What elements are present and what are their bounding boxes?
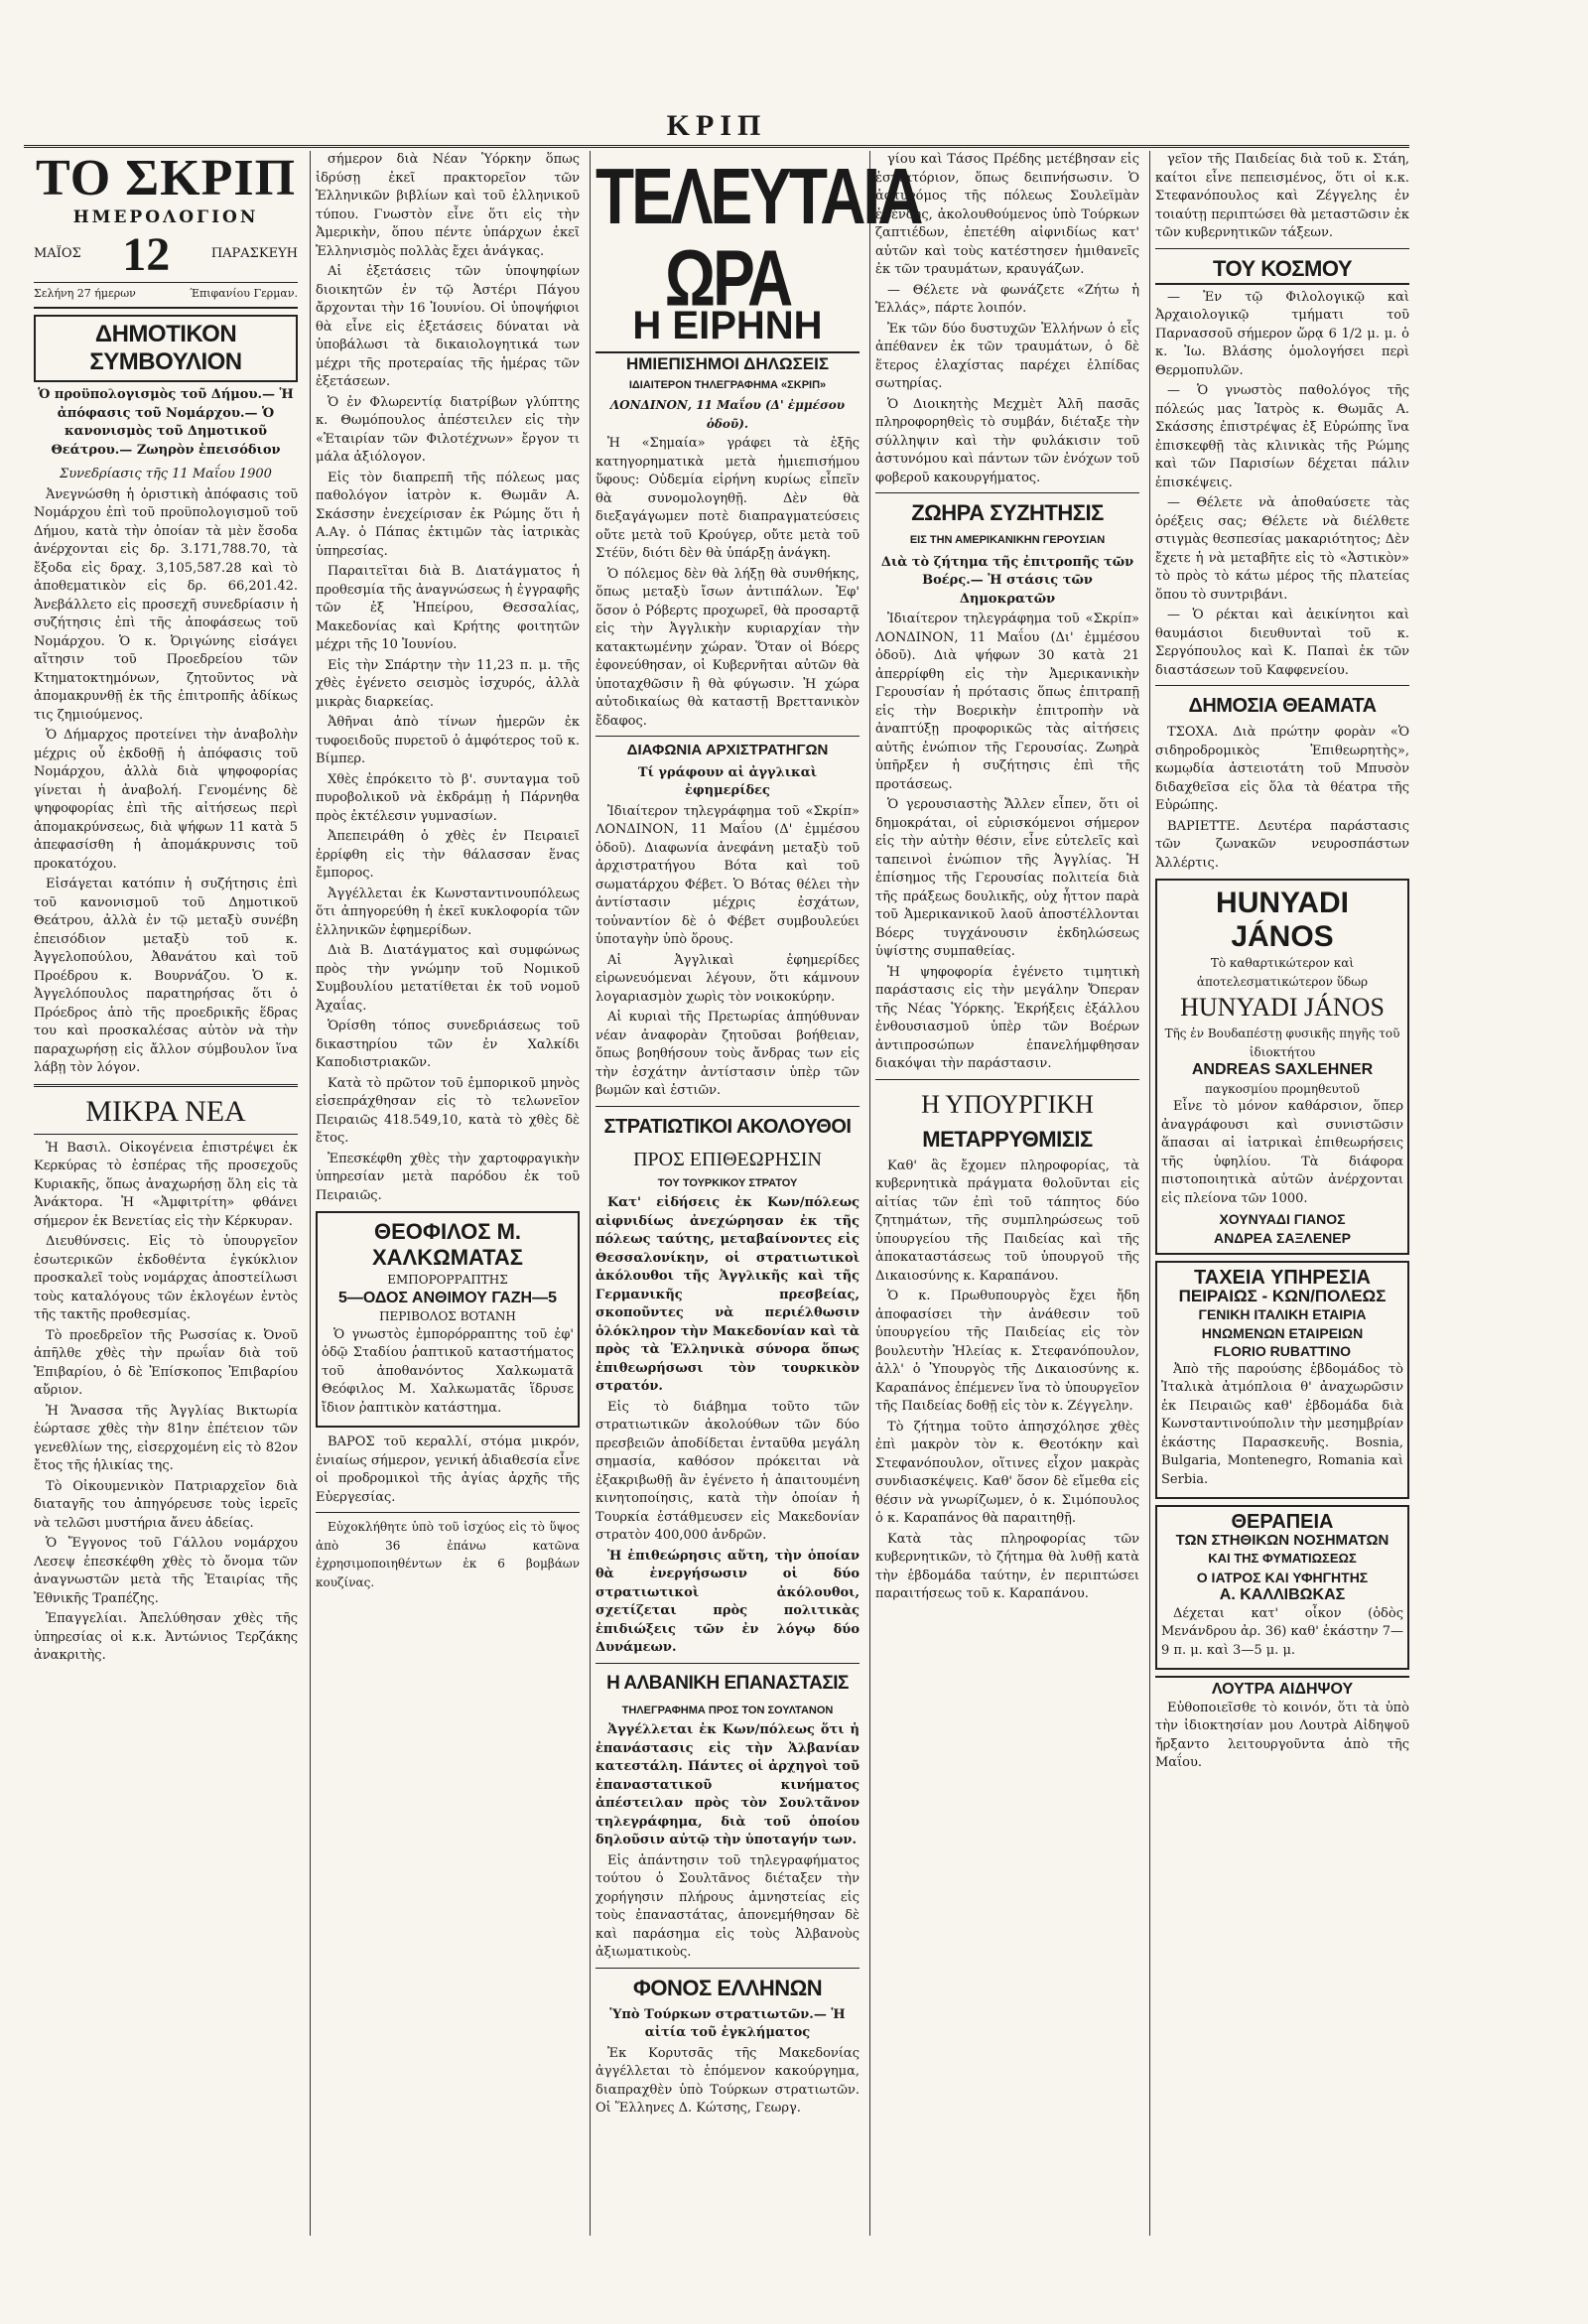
ad-line: ΤΩΝ ΣΤΗΘΙΚΩΝ ΝΟΣΗΜΑΤΩΝ [1175,1531,1390,1549]
news-item: Παραιτεῖται διὰ Β. Διατάγματος ἡ προθεσμία τῆς ἀναγνώσεως ἡ ἐγγραφῆς τῶν ἐξ Ἠπείρου, Θεσσαλίας, Μακεδονίας καὶ Κρήτης φοιτητῶν μέχρι τῆς 10 Ἰουνίου. [316,564,580,652]
section-heading: ΣΤΡΑΤΙΩΤΙΚΟΙ ΑΚΟΛΟΥΘΟΙ [603,1115,852,1138]
masthead [34,151,298,309]
article-paragraph: Τὸ ζήτημα τοῦτο ἀπησχόλησε χθὲς ἐπὶ μακρὸν τὸν κ. Θεοτόκην καὶ Στεφανόπουλον, οἵτινες εἶχον μακρὰς συνδιασκέψεις. Καθ' ὅσον δὲ εἴμεθα εἰς θέσιν νὰ γνωρίζωμεν, ὁ κ. Σιμόπουλος ὁ κ. Καραπάνος θὰ παραιτηθῇ. [875,1419,1139,1526]
column-2 [316,151,580,2236]
running-head: ΚΡΙΠ [666,109,767,142]
ad-text: Ὁ γνωστὸς ἐμπορόρραπτης τοῦ ἐφ' ὁδῷ Σταδίου ῥαπτικοῦ καταστήματος τοῦ ἀποθανόντος Χαλκωματᾶ Θεόφιλος Μ. Χαλκωματᾶς ἵδρυσε ἴδιον ῥαπτικὸν κατάστημα. [322,1326,574,1416]
ad-brand-2: HUNYADI JÁNOS [1180,993,1385,1022]
section-heading: Η ΥΠΟΥΡΓΙΚΗ [921,1089,1094,1119]
news-item: Διευθύνσεις. Εἰς τὸ ὑπουργεῖον ἐσωτερικῶν ἐκδοθέντα ἐγκύκλιον προσκαλεῖ τοὺς νομάρχας ἀποστείλωσι τοὺς καταλόγους τῶν ἐκλογέων ἐντὸς τῆς τακτῆς προθεσμίας. [34,1234,298,1322]
news-item: Ὁρίσθη τόπος συνεδριάσεως τοῦ δικαστηρίου τῶν ἐν Χαλκίδι Καποδιστριακῶν. [316,1019,580,1070]
section-heading-2: ΠΡΟΣ ΕΠΙΘΕΩΡΗΣΙΝ [633,1148,822,1170]
divider [316,1512,580,1513]
news-item: Αἱ ἐξετάσεις τῶν ὑποψηφίων διοικητῶν ἐν τῷ Ἀστέρι Πάγου ἄρχονται τὴν 16 Ἰουνίου. Οἱ ὑποψήφιοι θὰ εἶνε εἰς ἐξετάσεις δύναται νὰ ὑποβάλωσι τὰ δικαιολογητικά των μέχρι τῆς προτεραίας τῆς ἡμέρας τῶν ἐξετάσεων. [316,264,580,389]
article-paragraph: Κατ' εἰδήσεις ἐκ Κων/πόλεως αἰφνιδίως ἀνεχώρησαν ἐκ τῆς πόλεως ταύτης, μεταβαίνοντες εἰς Θεσσαλονίκην, οἱ στρατιωτικοὶ ἀκόλουθοι τῆς Ἀγγλικῆς καὶ τῆς Γερμανικῆς πρεσβείας, σκοποῦντες νὰ περιέλθωσιν ὁλόκληρον τὴν Μακεδονίαν καὶ τὰ πρὸς τὰ Ἑλληνικὰ σύνορα ὅπως ἐπιθεωρήσωσι τὸν τουρκικὸν στρατόν. [596,1195,860,1394]
ad-text: Εἶνε τὸ μόνον καθάρσιον, ὅπερ ἀναγράφουσι καὶ συνιστῶσιν ἅπασαι αἱ ἰατρικαὶ ἐπιθεωρήσεις τῆς ὑφηλίου. Τὰ διάφορα πιστοποιητικὰ αὐτῶν ἀνέρχονται εἰς πλείονα τῶν 1000. [1161,1099,1403,1206]
ad-text: Ἀπὸ τῆς παρούσης ἑβδομάδος τὸ Ἰταλικὰ ἀτμόπλοια θ' ἀναχωρῶσιν ἐκ Πειραιῶς καθ' ἑβδομάδα διὰ Κωνσταντινούπολιν τὴν μεσημβρίαν ἑκάστης Παρασκευῆς. Bosnia, Bulgaria, Montenegro, Romania καὶ Serbia. [1161,1361,1403,1487]
section-heading: ΔΙΑΦΩΝΙΑ ΑΡΧΙΣΤΡΑΤΗΓΩΝ [626,742,829,758]
article-paragraph: Ἡ «Σημαία» γράφει τὰ ἑξῆς κατηγορηματικὰ μετὰ ἡμιεπισήμου ὕφους: Οὐδεμία εἰρήνη κυρίως εἶπεῖν θὰ συνομολογηθῇ. Δὲν θὰ διεξαγάγωμεν ποτὲ διαπραγματεύσεις οὔτε μετὰ τοῦ Κρούγερ, οὔτε μετὰ τοῦ Στέϋν, διότι δὲν θὰ ὑπάρξῃ ἀνάγκη. [596,436,860,561]
news-item: Διὰ Β. Διατάγματος καὶ συμφώνως πρὸς τὴν γνώμην τοῦ Νομικοῦ Συμβουλίου μετατίθεται ἐκ τοῦ νομοῦ Ἀχαΐας. [316,943,580,1014]
news-item: Τὸ προεδρεῖον τῆς Ρωσσίας κ. Ὀνοῦ ἀπῆλθε χθὲς τὴν πρωΐαν διὰ τοῦ Ἐπιβαρίου, ὁ δὲ Ἐπίσκοπος Ἐπιβαρίου αὔριον. [34,1327,298,1398]
weekday: ΠΑΡΑΣΚΕΥΗ [210,246,298,262]
ad-doctor-name: Α. ΚΑΛΛΙΒΩΚΑΣ [1219,1586,1346,1603]
news-item: — Θέλετε νὰ ἀποθαύσετε τὰς ὀρέξεις σας; Θέλετε νὰ διέλθετε στιγμὰς θεσπεσίας μακαριότητος; Δὲν ἔχετε ἡ νὰ μεταβῆτε εἰς τὸ «Ἀστικὸν» τὸ πρὸς τὸ κάτω μέρος τῆς πλατείας ὅπου τὸ συντριβάνι. [1155,495,1409,603]
ad-title: ΤΑΧΕΙΑ ΥΠΗΡΕΣΙΑ [1194,1267,1371,1289]
article-paragraph: Εἰς τὸ διάβημα τοῦτο τῶν στρατιωτικῶν ἀκολούθων τῶν δύο πρεσβειῶν ἀποδίδεται ἐνταῦθα μεγάλη σημασία, καθόσον πρόκειται νὰ ἐξακριβωθῇ ἂν ἐγένετο ἡ ἀπαιτουμένη κινητοποίησις, κατὰ τὴν ὁποίαν ἡ Τουρκία ἐστάθμευσεν εἰς Μακεδονίαν στρατὸν 400,000 ἀνδρῶν. [596,1399,860,1543]
column-rule [590,151,591,2236]
news-item: Ἡ Ἄνασσα τῆς Ἀγγλίας Βικτωρία ἑώρτασε χθὲς τὴν 81ην ἐπέτειον τῶν γενεθλίων της, εἰσερχομένη εἰς τὸ 82ον ἔτος τῆς ἡλικίας της. [34,1403,298,1473]
article-paragraph: γεῖον τῆς Παιδείας διὰ τοῦ κ. Στάη, καίτοι εἶνε πεπεισμένος, ὅτι οἱ κ.κ. Στεφανόπουλος καὶ Ζέγγελης ἐν τοιαύτῃ περιπτώσει θὰ μεταστῶσιν ἐκ τῶν κυβερνητικῶν τάξεων. [1155,152,1409,240]
news-item: ΒΑΡΙΕΤΤΕ. Δευτέρα παράστασις τῶν ζωνακῶν νευροσπάστων Ἀλλέρτις. [1155,818,1409,871]
section-heading: ΤΟΥ ΚΟΣΜΟΥ [1155,255,1409,285]
article-paragraph: Αἱ κυριαὶ τῆς Πρετωρίας ἀπηύθυναν νέαν ἀναφορὰν ζητοῦσαι βοήθειαν, ὅπως βοηθήσουν τοὺς ἄνδρας των εἰς τὴν ἐσχάτην ἀντίστασιν ὑπὲρ τῶν βωμῶν καὶ ἑστιῶν. [596,1010,860,1098]
section-heading: ΜΙΚΡΑ ΝΕΑ [85,1094,246,1128]
session-date: Συνεδρίασις τῆς 11 Μαΐου 1900 [60,467,272,481]
divider [596,1106,860,1107]
news-item: Ἐπαγγελίαι. Ἀπελύθησαν χθὲς τῆς ὑπηρεσίας οἱ κ.κ. Ἀντώνιος Τερζάκης ἀνακριτὴς. [34,1611,298,1663]
article-paragraph: Ἐκ τῶν δύο δυστυχῶν Ἑλλήνων ὁ εἷς ἀπέθανεν ἐκ τῶν τραυμάτων, ὁ δὲ ἕτερος ἐλαχίστας παρέχει ἐλπίδας σωτηρίας. [875,321,1139,391]
news-item: Ἀπεπειράθη ὁ χθὲς ἐν Πειραιεῖ ἑρρίφθη εἰς τὴν θάλασσαν ἕνας ἔμπορος. [316,829,580,881]
article-summary: Ὁ προϋπολογισμὸς τοῦ Δήμου.— Ἡ ἀπόφασις τοῦ Νομάρχου.— Ὁ κανονισμὸς τοῦ Δημοτικοῦ Θεάτρου.— Ζωηρὸν ἐπεισόδιον [38,387,294,458]
ad-owner: ANDREAS SAXLEHNER [1191,1061,1374,1078]
ad-source: Τῆς ἐν Βουδαπέστῃ φυσικῆς πηγῆς τοῦ ἰδιοκτήτου [1164,1026,1400,1059]
column-1 [34,151,298,2236]
ad-text: Δέχεται κατ' οἶκον (ὁδὸς Μενάνδρου ἀρ. 36) καθ' ἑκάστην 7—9 π. μ. καὶ 3—5 μ. μ. [1161,1605,1403,1658]
subheading: ΤΗΛΕΓΡΑΦΗΜΑ ΠΡΟΣ ΤΟΝ ΣΟΥΛΤΑΝΟΝ [621,1704,834,1716]
divider [1155,248,1409,249]
dateline: ΛΟΝΔΙΝΟΝ, 11 Μαΐου (Δ' ἐμμέσου ὁδοῦ). [609,398,846,431]
ad-address-2: ΠΕΡΙΒΟΛΟΣ ΒΟΤΑΝΗ [379,1309,516,1323]
column-4 [875,151,1139,2236]
article-paragraph: Ἰδιαίτερον τηλεγράφημα τοῦ «Σκρίπ» ΛΟΝΔΙΝΟΝ, 11 Μαΐου (Δ' ἐμμέσου ὁδοῦ). Διαφωνία ἀνεφάνη μεταξὺ τοῦ ἀρχιστρατήγου Βότα καὶ τοῦ σωματάρχου Φέβετ. Ὁ Βότας θέλει τὴν ἀντίστασιν μέχρις ἐσχάτων, τοὐναντίον δὲ ὁ Φέβετ συμβουλεύει ὑποταγὴν ὑπὸ ὅρους. [596,803,860,947]
column-rule [869,151,870,2236]
saints-day: Έπιφανίου Γερμαν. [190,286,298,300]
section-heading: Η ΑΛΒΑΝΙΚΗ ΕΠΑΝΑΣΤΑΣΙΣ [606,1672,849,1694]
divider [34,1084,298,1087]
ad-route: ΠΕΙΡΑΙΩΣ - ΚΩΝ/ΠΟΛΕΩΣ [1178,1286,1387,1305]
news-item: Τὸ Οἰκουμενικὸν Πατριαρχεῖον διὰ διαταγῆς του ἀπηγόρευσε τοὺς ἱερεῖς νὰ τελῶσι μυστήρια ἄνευ ἀδείας. [34,1478,298,1531]
headline-2: Η ΕΙΡΗΝΗ [596,304,860,353]
ad-company: ΓΕΝΙΚΗ ΙΤΑΛΙΚΗ ΕΤΑΙΡΙΑ [1198,1306,1367,1322]
news-item: Ἐπεσκέφθη χθὲς τὴν χαρτοφραγικὴν ὑπηρεσίαν μετὰ παρόδου ἐκ τοῦ Πειραιῶς. [316,1151,580,1203]
ad-dealer: ΧΟΥΝΥΑΔΙ ΓΙΑΝΟΣ [1219,1211,1346,1227]
ad-title: ΘΕΡΑΠΕΙΑ [1231,1511,1334,1533]
ad-brand: FLORIO RUBATTINO [1213,1343,1352,1359]
article-paragraph: Αἱ Ἀγγλικαὶ ἐφημερίδες εἰρωνευόμεναι λέγουν, ὅτι κάμνουν λογαριασμὸν χωρὶς τὸν νοικοκύρην. [596,952,860,1005]
subheading: ΤΟΥ ΤΟΥΡΚΙΚΟΥ ΣΤΡΑΤΟΥ [657,1176,798,1189]
ad-text: Εὐθοποιεῖσθε τὸ κοινόν, ὅτι τὰ ὑπὸ τὴν ἰδιοκτησίαν μου Λουτρὰ Αἰδηψοῦ ἤρξαντο λειτουργοῦντα ἀπὸ τῆς Μαΐου. [1155,1700,1409,1770]
article-paragraph: Ὁ πόλεμος δὲν θὰ λήξῃ θὰ συνθήκης, ὅπως μεταξὺ ἴσων ἀντιπάλων. Ἐφ' ὅσον ὁ Ρόβερτς προχωρεῖ, θὰ προσαρτᾷ εἰς τὴν Ἀγγλικὴν κυριαρχίαν τὴν κατακτωμένην χώραν. Ὅταν οἱ Βόερς ἐφονεύθησαν, οἱ Κυβερνῆται αὐτῶν θὰ ὑποταχθῶσιν ἢ θὰ φύγωσιν. Ἡ χώρα αὐτοδικαίως θὰ καταστῇ Βρεττανικὸν ἔδαφος. [596,566,860,729]
subheading: Τί γράφουν αἱ ἀγγλικαὶ ἐφημερίδες [637,764,818,798]
article-paragraph: γίου καὶ Τάσος Πρέδης μετέβησαν εἰς ἑστιατόριον, ὅπως δειπνήσωσιν. Ὁ ἀστυνόμος τῆς πόλεως Σουλεϊμὰν ἐφένδης, ἀκολουθούμενος ὑπὸ Τούρκων ζαπτιέδων, ἐπετέθη αἰφνιδίως κατ' αὐτῶν καὶ τοὺς κατέστησεν ἡμιθανεῖς ἐκ τῶν τραυμάτων, κραυγάζων. [875,152,1139,277]
calendar-label: ΗΜΕΡΟΛΟΓΙΟΝ [72,207,259,227]
divider [875,1079,1139,1080]
column-5 [1155,151,1409,2236]
divider [596,736,860,737]
news-item: σήμερον διὰ Νέαν Ὑόρκην ὅπως ἱδρύσῃ ἐκεῖ πρακτορεῖον τῶν Ἑλληνικῶν βιβλίων καὶ τοῦ ἑλληνικοῦ τύπου. Γνωστὸν εἶνε ὅτι εἰς τὴν Ἀμερικὴν, ὅπου πέντε ὑπάρχων ἐκεῖ Ἑλληνισμὸς πολλὰς ἔχει ἀνάγκας. [316,152,580,259]
ad-tagline: Τὸ καθαρτικώτερον καὶ ἀποτελεσματικώτερον ὕδωρ [1196,956,1369,989]
date-row [34,227,298,281]
divider [34,1134,298,1135]
news-item: Ἀθῆναι ἀπὸ τίνων ἡμερῶν ἐκ τυφοειδοῦς πυρετοῦ ὁ ἀμφότερος τοῦ κ. Βίμπερ. [316,715,580,766]
column-rule [310,151,311,2236]
article-paragraph: Ἡ ψηφοφορία ἐγένετο τιμητικὴ παράστασις εἰς τὴν μεγάλην Ὄπεραν τῆς Νέας Ὑόρκης. Ἐκρήξεις ἐξάλλου ἐνθουσιασμοῦ ὑπὲρ τῶν Βοέρων ἀντιπροσώπων ἐπανελήμφθησαν διακόψαι τὴν παράστασιν. [875,964,1139,1071]
section-heading: ΦΟΝΟΣ ΕΛΛΗΝΩΝ [632,1975,823,2000]
day-number: 12 [122,227,171,281]
news-item: Ὁ ἐν Φλωρεντίᾳ διατρίβων γλύπτης κ. Θωμόπουλος ἀπέστειλεν εἰς τὴν «Ἑταιρίαν τῶν Φιλοτέχνων» ἔργον τι μάλα ἀξιόλογον. [316,394,580,465]
newspaper-title: ΤΟ ΣΚΡΙΠ [35,150,297,206]
section-heading: ΔΗΜΟΤΙΚΟΝ ΣΥΜΒΟΥΛΙΟΝ [34,315,298,382]
telegram-label: ΙΔΙΑΙΤΕΡΟΝ ΤΗΛΕΓΡΑΦΗΜΑ «ΣΚΡΙΠ» [628,378,827,391]
subheading: Ὑπὸ Τούρκων στρατιωτῶν.— Ἡ αἰτία τοῦ ἐγκλήματος [609,2006,846,2040]
article-paragraph: Ἰδιαίτερον τηλεγράφημα τοῦ «Σκρίπ» ΛΟΝΔΙΝΟΝ, 11 Μαΐου (Δι' ἐμμέσου ὁδοῦ). Διὰ ψήφων 30 κατὰ 21 ἀπερρίφθη εἰς τὴν Ἀμερικανικὴν Γερουσίαν ἡ πρότασις ὅπως ἐπιτραπῇ εἰς τὴν Βοερικὴν ἐπιτροπὴν νὰ ἀναπτύξῃ προφορικῶς τὰς αἰτήσεις αὐτῆς ἐνώπιον τῆς Γερουσίας. Ζωηρὰ ὑπῆρξεν ἡ συζήτησις ἐπὶ τῆς προτάσεως. [875,612,1139,792]
article-paragraph: Ἐκ Κορυτσᾶς τῆς Μακεδονίας ἀγγέλλεται τὸ ἑπόμενον κακούργημα, διαπραχθὲν ὑπὸ Τούρκων στρατιωτῶν. Οἱ Ἕλληνες Δ. Κώτσης, Γεωργ. [596,2045,860,2116]
news-item: Εἰς τὴν Σπάρτην τὴν 11,23 π. μ. τῆς χθὲς ἐγένετο σεισμὸς ἰσχυρός, ἀλλὰ μικρὰς διαρκείας. [316,657,580,710]
article-paragraph: Ὁ γερουσιαστὴς Ἄλλεν εἶπεν, ὅτι οἱ δημοκράται, οἱ εὐρισκόμενοι σήμερον εἰς τὴν αὐτὴν θέσιν, εἶνε εὐτελεῖς καὶ ταπεινοὶ ἐνώπιον τῆς Ἀγγλίας. Ἡ ἐπίσημος τῆς Γερουσίας πολιτεία διὰ τῆς πράξεως δουλικῆς, οὐχ ἧττον παρὰ τοῦ Ἀμερικανικοῦ λαοῦ ἀποστέλλονται Βόερς τυγχάνουσιν ἐκδηλώσεως ὑψίστης συμπαθείας. [875,797,1139,959]
advertisement-hunyadi [1155,879,1409,1255]
article-paragraph: Ὁ Δήμαρχος προτείνει τὴν ἀναβολὴν μέχρις οὗ ἐκδοθῇ ἡ ἀπόφασις τοῦ Νομάρχου, ἀλλὰ διὰ ψηφοφορίας γίνεται ἡ ἀναβολή. Γενομένης δὲ ψηφοφορίας ἐπὶ τῆς αἰτήσεως περὶ ἀπομακρύνσεως, διὰ ψήφων 11 κατὰ 5 ἀπεφασίσθη ἡ ἀπομάκρυνσις τοῦ προκατόχου. [34,728,298,872]
divider [596,1663,860,1664]
article-paragraph: Ἀνεγνώσθη ἡ ὁριστικὴ ἀπόφασις τοῦ Νομάρχου ἐπὶ τοῦ προϋπολογισμοῦ τοῦ Δήμου, κατὰ τὴν ὁποίαν τὰ μὲν ἔσοδα ἀνέρχονται εἰς δρ. 3.171,788.70, τὰ ἔξοδα εἰς δραχ. 3,105,587.28 καὶ τὸ ἀποθεματικὸν εἰς δρ. 66,201.42. Ἀνεβάλλετο εἰς προσεχῆ συνεδρίασιν ἡ συζήτησις ἐπὶ τῆς ἀποφάσεως τοῦ Νομάρχου. Ὁ κ. Ὀριγώνης εἰσάγει αἴτησιν τοῦ Προεδρείου τῶν Κτηματοκτημόνων, ζητοῦντος νὰ ἀπομακρυνθῇ ἐκ τῆς ἐπιτροπῆς ἀδίκως τις ζημιούμενος. [34,486,298,723]
news-item: Κατὰ τὸ πρῶτον τοῦ ἐμπορικοῦ μηνὸς εἰσεπράχθησαν εἰς τὸ τελωνεῖον Πειραιῶς 418.549,10, κατὰ τὸ χθὲς δὲ ἔτος. [316,1075,580,1146]
ad-company-2: ΗΝΩΜΕΝΩΝ ΕΤΑΙΡΕΙΩΝ [1201,1324,1364,1341]
article-paragraph: Ἡ ἐπιθεώρησις αὕτη, τὴν ὁποίαν θὰ ἐνεργήσωσιν οἱ δύο στρατιωτικοὶ ἀκόλουθοι, σχετίζεται πρὸς πολιτικὰς ἐπιδιώξεις τῶν ἐν λόγῳ δύο Δυνάμεων. [596,1548,860,1655]
news-item: Ἀγγέλλεται ἐκ Κωνσταντινουπόλεως ὅτι ἀπηγορεύθη ἡ ἐκεῖ κυκλοφορία τῶν ἑλληνικῶν ἐφημερίδων. [316,886,580,938]
moon-phase: Σελήνη 27 ήμερων [34,286,136,300]
ad-dealer-2: ΑΝΔΡΕΑ ΣΑΞΛΕΝΕΡ [1214,1229,1351,1246]
article-paragraph: Εἰς ἀπάντησιν τοῦ τηλεγραφήματος τούτου ὁ Σουλτᾶνος διέταξεν τὴν χορήγησιν πλήρους ἀμνηστείας εἰς τοὺς ἐπαναστάτας, ἀπονεμήθησαν δὲ καὶ παράσημα εἰς τοὺς Ἀλβανοὺς ἀξιωματικοὺς. [596,1852,860,1960]
news-item: Χθὲς ἐπρόκειτο τὸ β'. συνταγμα τοῦ πυροβολικοῦ νὰ ἐκδράμῃ ἡ Πάρνηθα πρὸς ἐκτέλεσιν γυμνασίων. [316,771,580,824]
subheading: ΕΙΣ ΤΗΝ ΑΜΕΡΙΚΑΝΙΚΗΝ ΓΕΡΟΥΣΙΑΝ [909,534,1106,546]
article-paragraph: — Θέλετε νὰ φωνάζετε «Ζήτω ἡ Ἑλλάς», πάρτε λοιπόν. [875,282,1139,316]
ad-brand: HUNYADI JÁNOS [1216,887,1349,953]
news-item: Εὐχοκλήθητε ὑπὸ τοῦ ἰσχύος εἰς τὸ ὕψος ἀπὸ 36 ἐπάνω κατῶνα ἐχρησιμοποιηθέντων ἐκ 6 βομβάων κουζίνας. [316,1520,580,1589]
article-paragraph: Ἀγγέλλεται ἐκ Κων/πόλεως ὅτι ἡ ἐπανάστασις εἰς τὴν Ἀλβανίαν κατεστάλη. Πάντες οἱ ἀρχηγοὶ τοῦ ἐπαναστατικοῦ κινήματος ἀπέστειλαν πρὸς τὸν Σουλτᾶνον τηλεγράφημα, διὰ τοῦ ὁποίου δηλοῦσιν αὐτῷ τὴν ὑποταγήν των. [596,1722,860,1847]
ad-line-2: ΚΑΙ ΤΗΣ ΦΥΜΑΤΙΩΣΕΩΣ [1208,1551,1357,1566]
news-item: Ἡ Βασιλ. Οἰκογένεια ἐπιστρέψει ἐκ Κερκύρας τὸ ἑσπέρας τῆς προσεχοῦς Κυριακῆς, ὅπως ἀναχωρήσῃ ὅλη εἰς τὰ Ἀνάκτορα. Ἡ «Ἀμφιτρίτη» φθάνει σήμερον ἐκ Βενετίας εἰς τὴν Κέρκυραν. [34,1140,298,1229]
ad-address: 5—ΟΔΟΣ ΑΝΘΙΜΟΥ ΓΑΖΗ—5 [338,1289,557,1306]
news-item: — Ἐν τῷ Φιλολογικῷ καὶ Ἀρχαιολογικῷ τμήματι τοῦ Παρνασσοῦ σήμερον ὥρᾳ 6 1/2 μ. μ. ὁ κ. Ἰω. Βλάσης ὁμολογήσει περὶ Θερμοπυλῶν. [1155,289,1409,378]
divider [875,492,1139,493]
article-paragraph: Κατὰ τὰς πληροφορίας τῶν κυβερνητικῶν, τὸ ζήτημα θὰ λυθῇ κατὰ τὴν ἑβδομάδα ταύτην, ἐν περιπτώσει παραιτήσεως τοῦ κ. Καραπάνου. [875,1531,1139,1601]
advertisement-doctor [1155,1505,1409,1670]
divider [596,1968,860,1969]
ad-title: ΛΟΥΤΡΑ ΑΙΔΗΨΟΥ [1155,1676,1409,1700]
section-heading-2: ΜΕΤΑΡΡΥΘΜΙΣΙΣ [922,1126,1093,1152]
advertisement [316,1211,580,1428]
calendar-notes [34,282,298,304]
news-item: Ὁ Ἔγγονος τοῦ Γάλλου νομάρχου Λεσεψ ἐπεσκέφθη χθὲς τὸ ὄνομα τῶν ἀναγνωστῶν μετὰ τῆς Ἑταιρίας τῆς Ἐθνικῆς Τραπέζης. [34,1536,298,1606]
ad-doctor: Ο ΙΑΤΡΟΣ ΚΑΙ ΥΦΗΓΗΤΗΣ [1196,1569,1369,1585]
ad-owner-role: παγκοσμίου προμηθευτοῦ [1205,1081,1360,1096]
article-paragraph: Καθ' ἃς ἔχομεν πληροφορίας, τὰ κυβερνητικὰ πράγματα θολοῦνται εἰς αἰτίας τῶν ἐπὶ τοῦ τάπητος δύο ζητημάτων, τῆς συμπληρώσεως τοῦ ὑπουργείου τῆς Παιδείας καὶ τῆς ἀποκαταστάσεως τοῦ ὑπουργοῦ τῆς Δικαιοσύνης κ. Καραπάνου. [875,1158,1139,1284]
advertisement-shipping [1155,1261,1409,1499]
article-paragraph: Ὁ κ. Πρωθυπουργὸς ἔχει ἤδη ἀποφασίσει τὴν ἀνάθεσιν τοῦ ὑπουργείου τῆς Παιδείας εἰς τὸν βουλευτὴν Ἡλείας κ. Στεφανόπουλον, ἀλλ' ὁ Ὑπουργὸς τῆς Δικαιοσύνης κ. Καραπάνος ἐπέμενεν ἵνα τὸ ὑπουργεῖον τῆς Παιδείας δοθῇ εἰς τὸν κ. Ζέγγελην. [875,1289,1139,1414]
article-paragraph: Εἰσάγεται κατόπιν ἡ συζήτησις ἐπὶ τοῦ κανονισμοῦ τοῦ Δημοτικοῦ Θεάτρου, ἀλλὰ ἐν τῷ μεταξὺ συνέβη ἐπεισόδιον μεταξὺ τοῦ κ. Ἀγγελοπούλου, Ἀθανάτου καὶ τοῦ Προέδρου κ. Βουρνάζου. Ὁ κ. Ἀγγελόπουλος παρατηρήσας ὅτι ὁ Πρόεδρος ἀπὸ τῆς προεδρικῆς ἕδρας του καὶ προσκαλέσας αὐτὸν νὰ τὴν παραχωρήσῃ εἰς ἄλλον σύμβουλον ἵνα λάβῃ τὸν λόγον. [34,877,298,1075]
subheading: ΗΜΙΕΠΙΣΗΜΟΙ ΔΗΛΩΣΕΙΣ [625,354,830,373]
news-item: ΒΑΡΟΣ τοῦ κεραλλί, στόμα μικρόν, ἐνιαίως σήμερον, γενική ἀδιαθεσία εἶνε οἱ προδρομικοὶ τῆς ἀγίας ἀρχῆς τῆς Εὐεργεσίας. [316,1435,580,1505]
ad-trade: ΕΜΠΟΡΟΡΡΑΠΤΗΣ [387,1273,508,1287]
column-rule [1149,151,1150,2236]
month: ΜΑΪΟΣ [34,246,81,262]
news-item: ΤΣΟΧΑ. Διὰ πρώτην φορὰν «Ὁ σιδηροδρομικὸς Ἐπιθεωρητὴς», κωμῳδία ἀστειοτάτη τοῦ Μπυσὸν διδαχθεῖσα εἰς ὅλα τὰ θέατρα τῆς Εὐρώπης. [1155,725,1409,813]
ad-name: ΘΕΟΦΙΛΟΣ Μ. ΧΑΛΚΩΜΑΤΑΣ [371,1219,524,1270]
header-rule [24,145,1409,148]
column-3 [596,151,921,2236]
section-heading: ΖΩΗΡΑ ΣΥΖΗΤΗΣΙΣ [911,500,1104,525]
news-item: Εἰς τὸν διαπρεπῆ τῆς πόλεως μας παθολόγον ἰατρὸν κ. Θωμᾶν Α. Σκάσσην ἐνεχείρισαν ἐκ Ρώμης ὅτι ἡ Α.Αγ. ὁ Πάπας ἐκτιμῶν τὰς ἰατρικὰς ὑπηρεσίας. [316,470,580,559]
divider [1155,685,1409,686]
headline: ΤΕΛΕΥΤΑΙΑ ΩΡΑ [596,151,921,323]
news-item: — Ὁ γνωστὸς παθολόγος τῆς πόλεώς μας Ἰατρὸς κ. Θωμᾶς Α. Σκάσσης ἐπιστρέψας ἐξ Εὐρώπης ἵνα ἐπισκεφθῇ τὰς κλινικὰς τῆς Ρώμης καὶ τῶν Παρισίων δέχεται πάλιν ἐπισκέψεις. [1155,383,1409,490]
news-item: — Ὁ ρέκται καὶ ἀεικίνητοι καὶ θαυμάσιοι διευθυνταὶ τοῦ κ. Σεργόπουλος καὶ Κ. Παπαὶ ἐκ τῶν διαστάσεων τοῦ Καφφενείου. [1155,608,1409,678]
subheading-2: Διὰ τὸ ζήτημα τῆς ἐπιτροπῆς τῶν Βοέρς.— Ἡ στάσις τῶν Δημοκρατῶν [880,554,1134,607]
section-heading: ΔΗΜΟΣΙΑ ΘΕΑΜΑΤΑ [1188,695,1377,717]
article-paragraph: Ὁ Διοικητὴς Μεχμὲτ Ἀλῆ πασᾶς πληροφορηθεὶς τὸ συμβάν, διέταξε τὴν σύλληψιν καὶ τὴν φυλάκισιν τοῦ ἀστυνόμου καὶ πάντων τῶν ἐνόχων τοῦ φοβεροῦ κακουργήματος. [875,396,1139,485]
